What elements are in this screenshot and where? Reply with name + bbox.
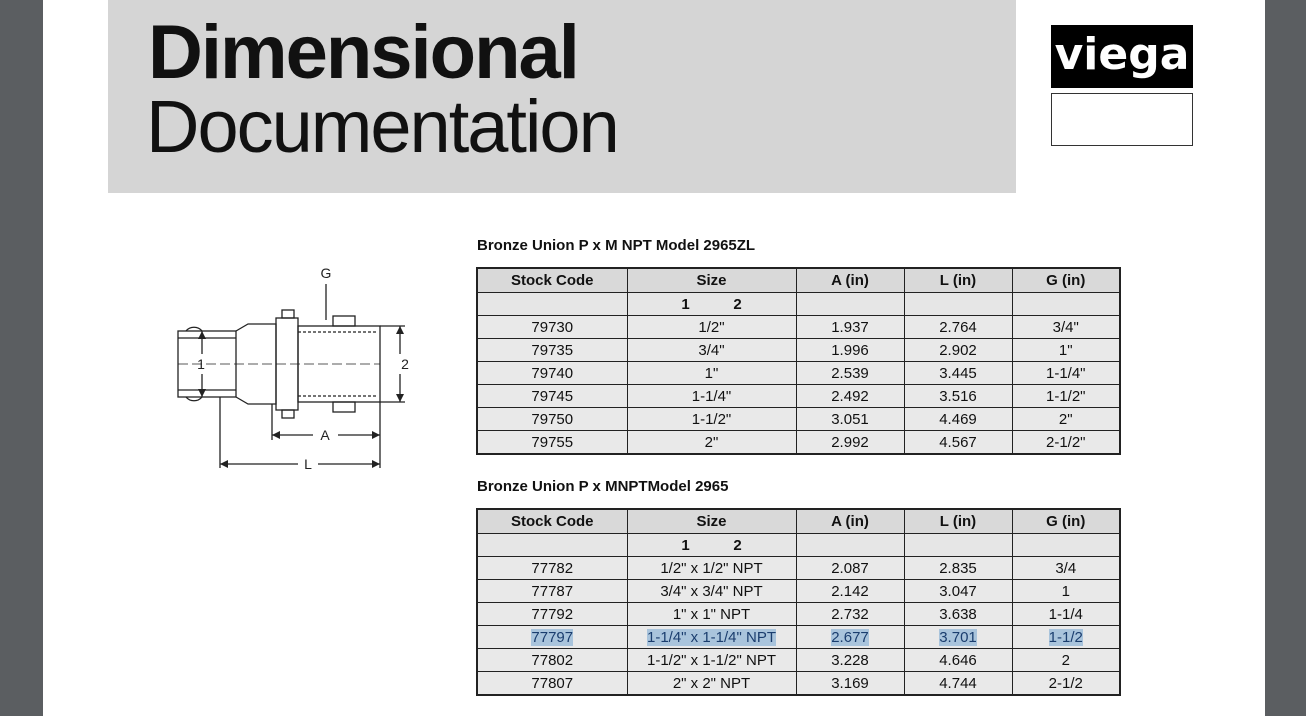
viega-logo: viega — [1051, 25, 1193, 88]
column-header: Size — [627, 509, 796, 534]
column-header: G (in) — [1012, 268, 1120, 293]
column-header: L (in) — [904, 509, 1012, 534]
size-subheader: 1 2 — [627, 534, 796, 557]
table-row: 79745 1-1/4" 2.492 3.516 1-1/2" — [477, 385, 1120, 408]
logo-empty-box — [1051, 93, 1193, 146]
text-selection: 77797 — [531, 628, 574, 646]
dimension-table-2965 — [476, 508, 1121, 696]
column-header: G (in) — [1012, 509, 1120, 534]
diagram-label-g: G — [320, 265, 332, 281]
text-selection: 1-1/2 — [1048, 628, 1083, 646]
column-header: Size — [627, 268, 796, 293]
title-secondary: Documentation — [146, 85, 618, 168]
table-row: 79750 1-1/2" 3.051 4.469 2" — [477, 408, 1120, 431]
table-row: 77782 1/2" x 1/2" NPT 2.087 2.835 3/4 — [477, 557, 1120, 580]
document-page — [43, 0, 1265, 716]
table-row: 79740 1" 2.539 3.445 1-1/4" — [477, 362, 1120, 385]
column-header: A (in) — [796, 268, 904, 293]
table-row: 79730 1/2" 1.937 2.764 3/4" — [477, 316, 1120, 339]
text-selection: 1-1/4" x 1-1/4" NPT — [646, 628, 777, 646]
dimension-table-2965zl — [476, 267, 1121, 455]
column-header: Stock Code — [477, 268, 627, 293]
table-title-2965zl: Bronze Union P x M NPT Model 2965ZL — [477, 237, 756, 254]
union-fitting-diagram — [148, 258, 428, 478]
text-selection: 2.677 — [831, 628, 869, 646]
diagram-label-a: A — [320, 427, 330, 443]
column-header: L (in) — [904, 268, 1012, 293]
table-row-selected — [477, 626, 1120, 649]
table-row: 77807 2" x 2" NPT 3.169 4.744 2-1/2 — [477, 672, 1120, 696]
column-header: Stock Code — [477, 509, 627, 534]
diagram-label-1: 1 — [197, 356, 205, 372]
diagram-label-2: 2 — [401, 356, 409, 372]
table-row: 79755 2" 2.992 4.567 2-1/2" — [477, 431, 1120, 455]
table-row: 77792 1" x 1" NPT 2.732 3.638 1-1/4 — [477, 603, 1120, 626]
title-primary: Dimensional — [148, 10, 578, 95]
table-title-2965: Bronze Union P x MNPTModel 2965 — [477, 478, 729, 495]
size-subheader: 1 2 — [627, 293, 796, 316]
table-row: 77802 1-1/2" x 1-1/2" NPT 3.228 4.646 2 — [477, 649, 1120, 672]
table-row: 79735 3/4" 1.996 2.902 1" — [477, 339, 1120, 362]
column-header: A (in) — [796, 509, 904, 534]
table-row: 77787 3/4" x 3/4" NPT 2.142 3.047 1 — [477, 580, 1120, 603]
title-banner — [108, 0, 1016, 193]
diagram-label-l: L — [304, 456, 312, 472]
text-selection: 3.701 — [939, 628, 977, 646]
